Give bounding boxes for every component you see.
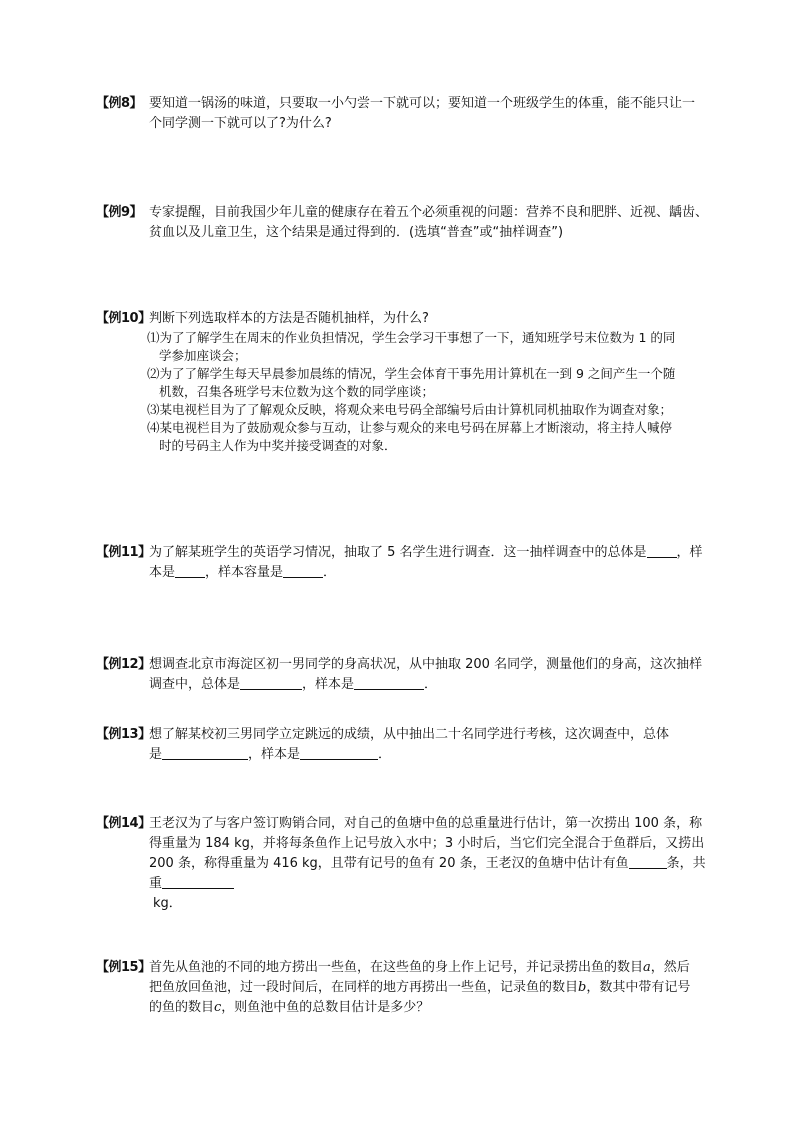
text-segment: ，然后 — [650, 960, 690, 975]
variable-a: a — [643, 960, 651, 975]
answer-blank-population[interactable] — [647, 544, 677, 558]
answer-blank-population[interactable] — [162, 746, 248, 760]
problem-label: 【例15】 — [96, 960, 151, 975]
text-segment: ． — [424, 677, 438, 692]
variable-c: c — [214, 1000, 222, 1015]
text-segment: 调查中，总体是 — [149, 677, 241, 692]
variable-b: b — [578, 980, 587, 995]
text-segment: ，则鱼池中鱼的总数目估计是多少？ — [221, 1000, 430, 1015]
problem-body — [149, 725, 742, 765]
text-segment: 的鱼的数目 — [149, 1000, 215, 1015]
problem-text-line: 王老汉为了与客户签订购销合同，对自己的鱼塘中鱼的总重量进行估计，第一次捞出 100 条，称 — [149, 816, 703, 831]
problem-text-line: 想调查北京市海淀区初一男同学的身高状况，从中抽取 200 名同学，测量他们的身高，这次抽样 — [149, 657, 703, 672]
problem-10 — [96, 309, 742, 455]
problem-label: 【例13】 — [96, 727, 151, 742]
answer-blank-sample[interactable] — [175, 564, 205, 578]
problem-text-line — [149, 745, 742, 765]
problem-text-line: 要知道一锅汤的味道，只要取一小勺尝一下就可以；要知道一个班级学生的体重，能不能只让一 — [149, 96, 696, 111]
text-segment: ，样本容量是 — [205, 565, 284, 580]
problem-body — [149, 814, 742, 914]
problem-12 — [96, 655, 742, 695]
text-segment: ，数其中带有记号 — [586, 980, 691, 995]
problem-text-line: 贫血以及儿童卫生，这个结果是通过得到的．(选填“普查”或“抽样调查”) — [149, 225, 564, 240]
problem-body — [149, 94, 742, 134]
problem-text-line: kg． — [153, 896, 182, 911]
problem-label: 【例11】 — [96, 545, 151, 560]
problem-13 — [96, 725, 742, 765]
text-segment: 为了解某班学生的英语学习情况，抽取了 5 名学生进行调查．这一抽样调查中的总体是 — [149, 545, 647, 560]
problem-label: 【例10】 — [96, 311, 151, 326]
problem-body — [149, 958, 742, 1018]
sub-question-1-cont: 学参加座谈会； — [159, 348, 247, 363]
text-segment: 本是 — [149, 565, 176, 580]
text-segment: 是 — [149, 747, 163, 762]
answer-blank-sample-size[interactable] — [283, 564, 323, 578]
answer-blank-fish-count[interactable] — [629, 855, 667, 869]
problem-text-line: 个同学测一下就可以了?为什么? — [149, 116, 332, 131]
problem-14 — [96, 814, 742, 914]
text-segment: 把鱼放回鱼池，过一段时间后，在同样的地方再捞出一些鱼，记录鱼的数目 — [149, 980, 579, 995]
problem-body — [149, 309, 742, 455]
text-segment: ，样 — [676, 545, 703, 560]
problem-text-line: 专家提醒，目前我国少年儿童的健康存在着五个必须重视的问题：营养不良和肥胖、近视、龋齿、 — [149, 205, 709, 220]
text-segment: ． — [378, 747, 392, 762]
sub-question-list — [147, 329, 742, 455]
problem-text-line: 想了解某校初三男同学立定跳远的成绩，从中抽出二十名同学进行考核，这次调查中，总体 — [149, 727, 670, 742]
text-segment: 条，共 — [666, 856, 706, 871]
answer-blank-population[interactable] — [240, 676, 302, 690]
problem-label: 【例14】 — [96, 816, 151, 831]
problem-9 — [96, 203, 742, 243]
problem-stem: 判断下列选取样本的方法是否随机抽样，为什么? — [149, 311, 429, 326]
text-segment: 200 条，称得重量为 416 kg，且带有记号的鱼有 20 条，王老汉的鱼塘中估计有鱼 — [149, 856, 629, 871]
text-segment: 首先从鱼池的不同的地方捞出一些鱼，在这些鱼的身上作上记号，并记录捞出鱼的数目 — [149, 960, 644, 975]
text-segment: ，样本是 — [248, 747, 301, 762]
problem-15 — [96, 958, 742, 1018]
answer-blank-sample[interactable] — [354, 676, 424, 690]
problem-text-line — [149, 675, 742, 695]
problem-label: 【例8】 — [96, 96, 143, 111]
problem-text-line — [149, 874, 742, 894]
problem-label: 【例12】 — [96, 657, 151, 672]
problem-body — [149, 655, 742, 695]
text-segment: ，样本是 — [302, 677, 355, 692]
problem-text-line: 得重量为 184 kg，并将每条鱼作上记号放入水中；3 小时后，当它们完全混合于鱼群后，又捞出 — [149, 836, 705, 851]
problem-11 — [96, 543, 742, 583]
sub-question-4: ⑷某电视栏目为了鼓励观众参与互动，让参与观众的来电号码在屏幕上才断滚动，将主持人喊停 — [147, 420, 673, 435]
problem-text-line — [149, 563, 742, 583]
problem-text-line — [149, 978, 742, 998]
problem-text-line — [149, 958, 742, 978]
sub-question-2-cont: 机数，召集各班学号末位数为这个数的同学座谈； — [159, 384, 435, 399]
text-segment: ． — [323, 565, 337, 580]
sub-question-3: ⑶某电视栏目为了了解观众反映，将观众来电号码全部编号后由计算机同机抽取作为调查对象； — [147, 402, 673, 417]
answer-blank-total-weight[interactable] — [162, 875, 234, 889]
text-segment: 重 — [149, 876, 163, 891]
problem-text-line — [149, 543, 742, 563]
problem-text-line — [149, 998, 742, 1018]
sub-question-4-cont: 时的号码主人作为中奖并接受调查的对象． — [159, 438, 397, 453]
sub-question-2: ⑵为了了解学生每天早晨参加晨练的情况，学生会体育干事先用计算机在一到 9 之间产生一个随 — [147, 366, 676, 381]
problem-text-line — [149, 854, 742, 874]
problem-body — [149, 203, 742, 243]
answer-blank-sample[interactable] — [300, 746, 378, 760]
problem-label: 【例9】 — [96, 205, 143, 220]
sub-question-1: ⑴为了了解学生在周末的作业负担情况，学生会学习干事想了一下，通知班学号末位数为 1 的同 — [147, 330, 676, 345]
problem-body — [149, 543, 742, 583]
problem-8 — [96, 94, 742, 134]
